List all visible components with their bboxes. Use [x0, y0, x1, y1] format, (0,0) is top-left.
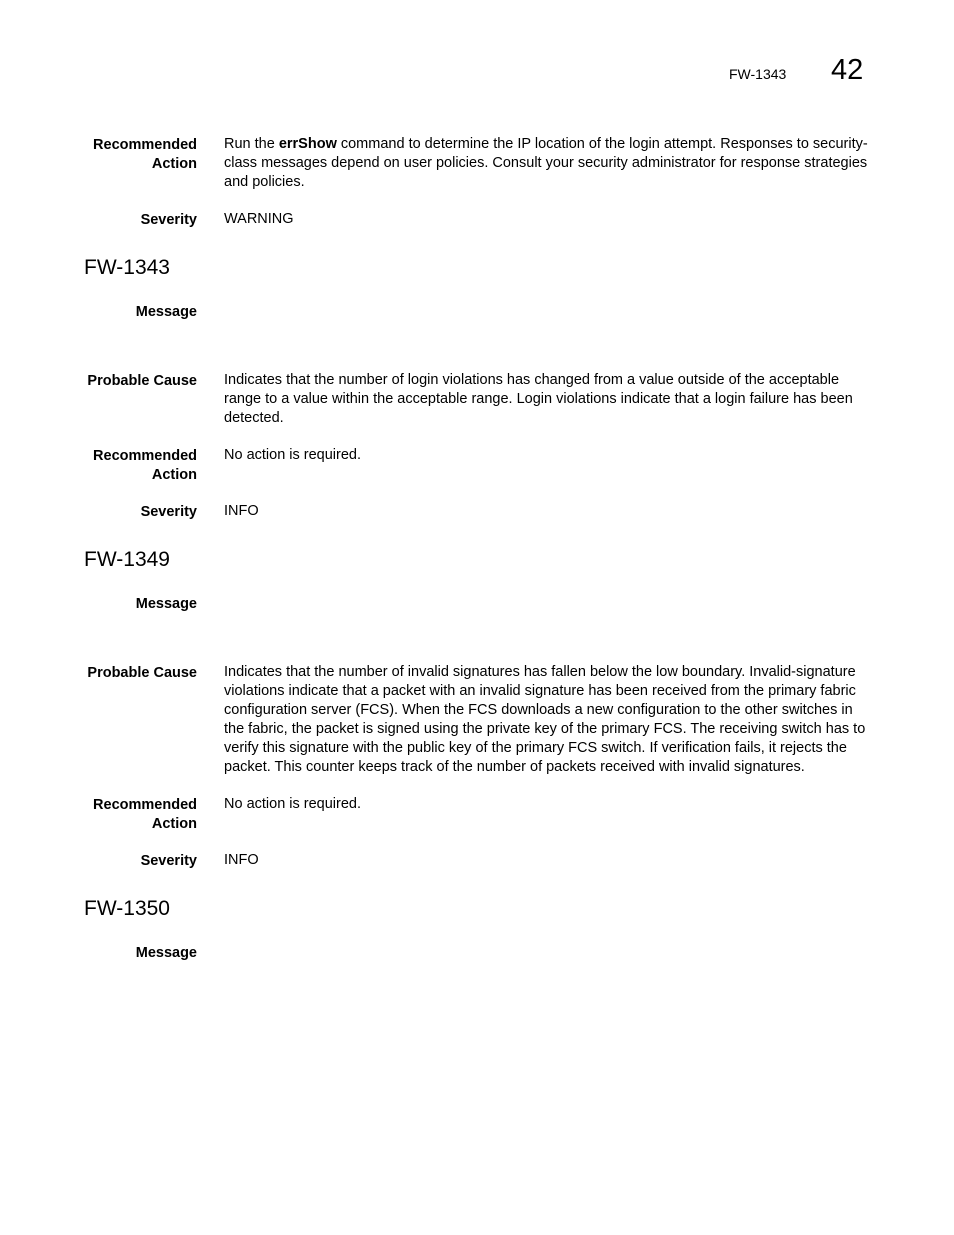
probable-cause-label: Probable Cause	[87, 373, 197, 389]
recommended-action-text: Run the errShow command to determine the IP location of the login attempt. Responses to security-class messages depend on user policies. Consult your security administrator for response strategies and policies.	[224, 136, 868, 190]
severity-value: INFO	[224, 503, 259, 519]
message-label: Message	[135, 596, 197, 612]
section-title: FW-1343	[84, 256, 170, 279]
recommended-action-label: Recommended Action	[93, 448, 197, 483]
probable-cause-label: Probable Cause	[87, 665, 197, 681]
header-message-ref: FW-1343	[729, 66, 787, 82]
chapter-number: 42	[831, 54, 864, 86]
recommended-action-label: Recommended Action	[93, 797, 197, 832]
recommended-action-text: No action is required.	[224, 796, 362, 812]
section-title: FW-1349	[84, 548, 170, 571]
probable-cause-text: Indicates that the number of login violations has changed from a value outside of the acceptable range to a value within the acceptable range. Login violations indicate that a login failure has been detected.	[224, 372, 853, 426]
recommended-action-label: Recommended Action	[93, 137, 197, 172]
message-label: Message	[135, 304, 197, 320]
severity-value: WARNING	[224, 211, 294, 227]
severity-label: Severity	[140, 853, 197, 869]
message-label: Message	[135, 945, 197, 961]
section-title: FW-1350	[84, 897, 170, 920]
severity-label: Severity	[140, 212, 197, 228]
probable-cause-text: Indicates that the number of invalid signatures has fallen below the low boundary. Invalid-signature violations indicate that a packet with an invalid signature has been received from the primary fabric configuration server (FCS). When the FCS downloads a new configuration to the other switches in the fabric, the packet is signed using the private key of the primary FCS. The receiving switch has to verify this signature with the public key of the primary FCS switch. If verification fails, it rejects the packet. This counter keeps track of the number of packets received with invalid signatures.	[224, 664, 866, 775]
severity-label: Severity	[140, 504, 197, 520]
severity-value: INFO	[224, 852, 259, 868]
recommended-action-text: No action is required.	[224, 447, 362, 463]
command-errshow: errShow	[278, 136, 337, 152]
